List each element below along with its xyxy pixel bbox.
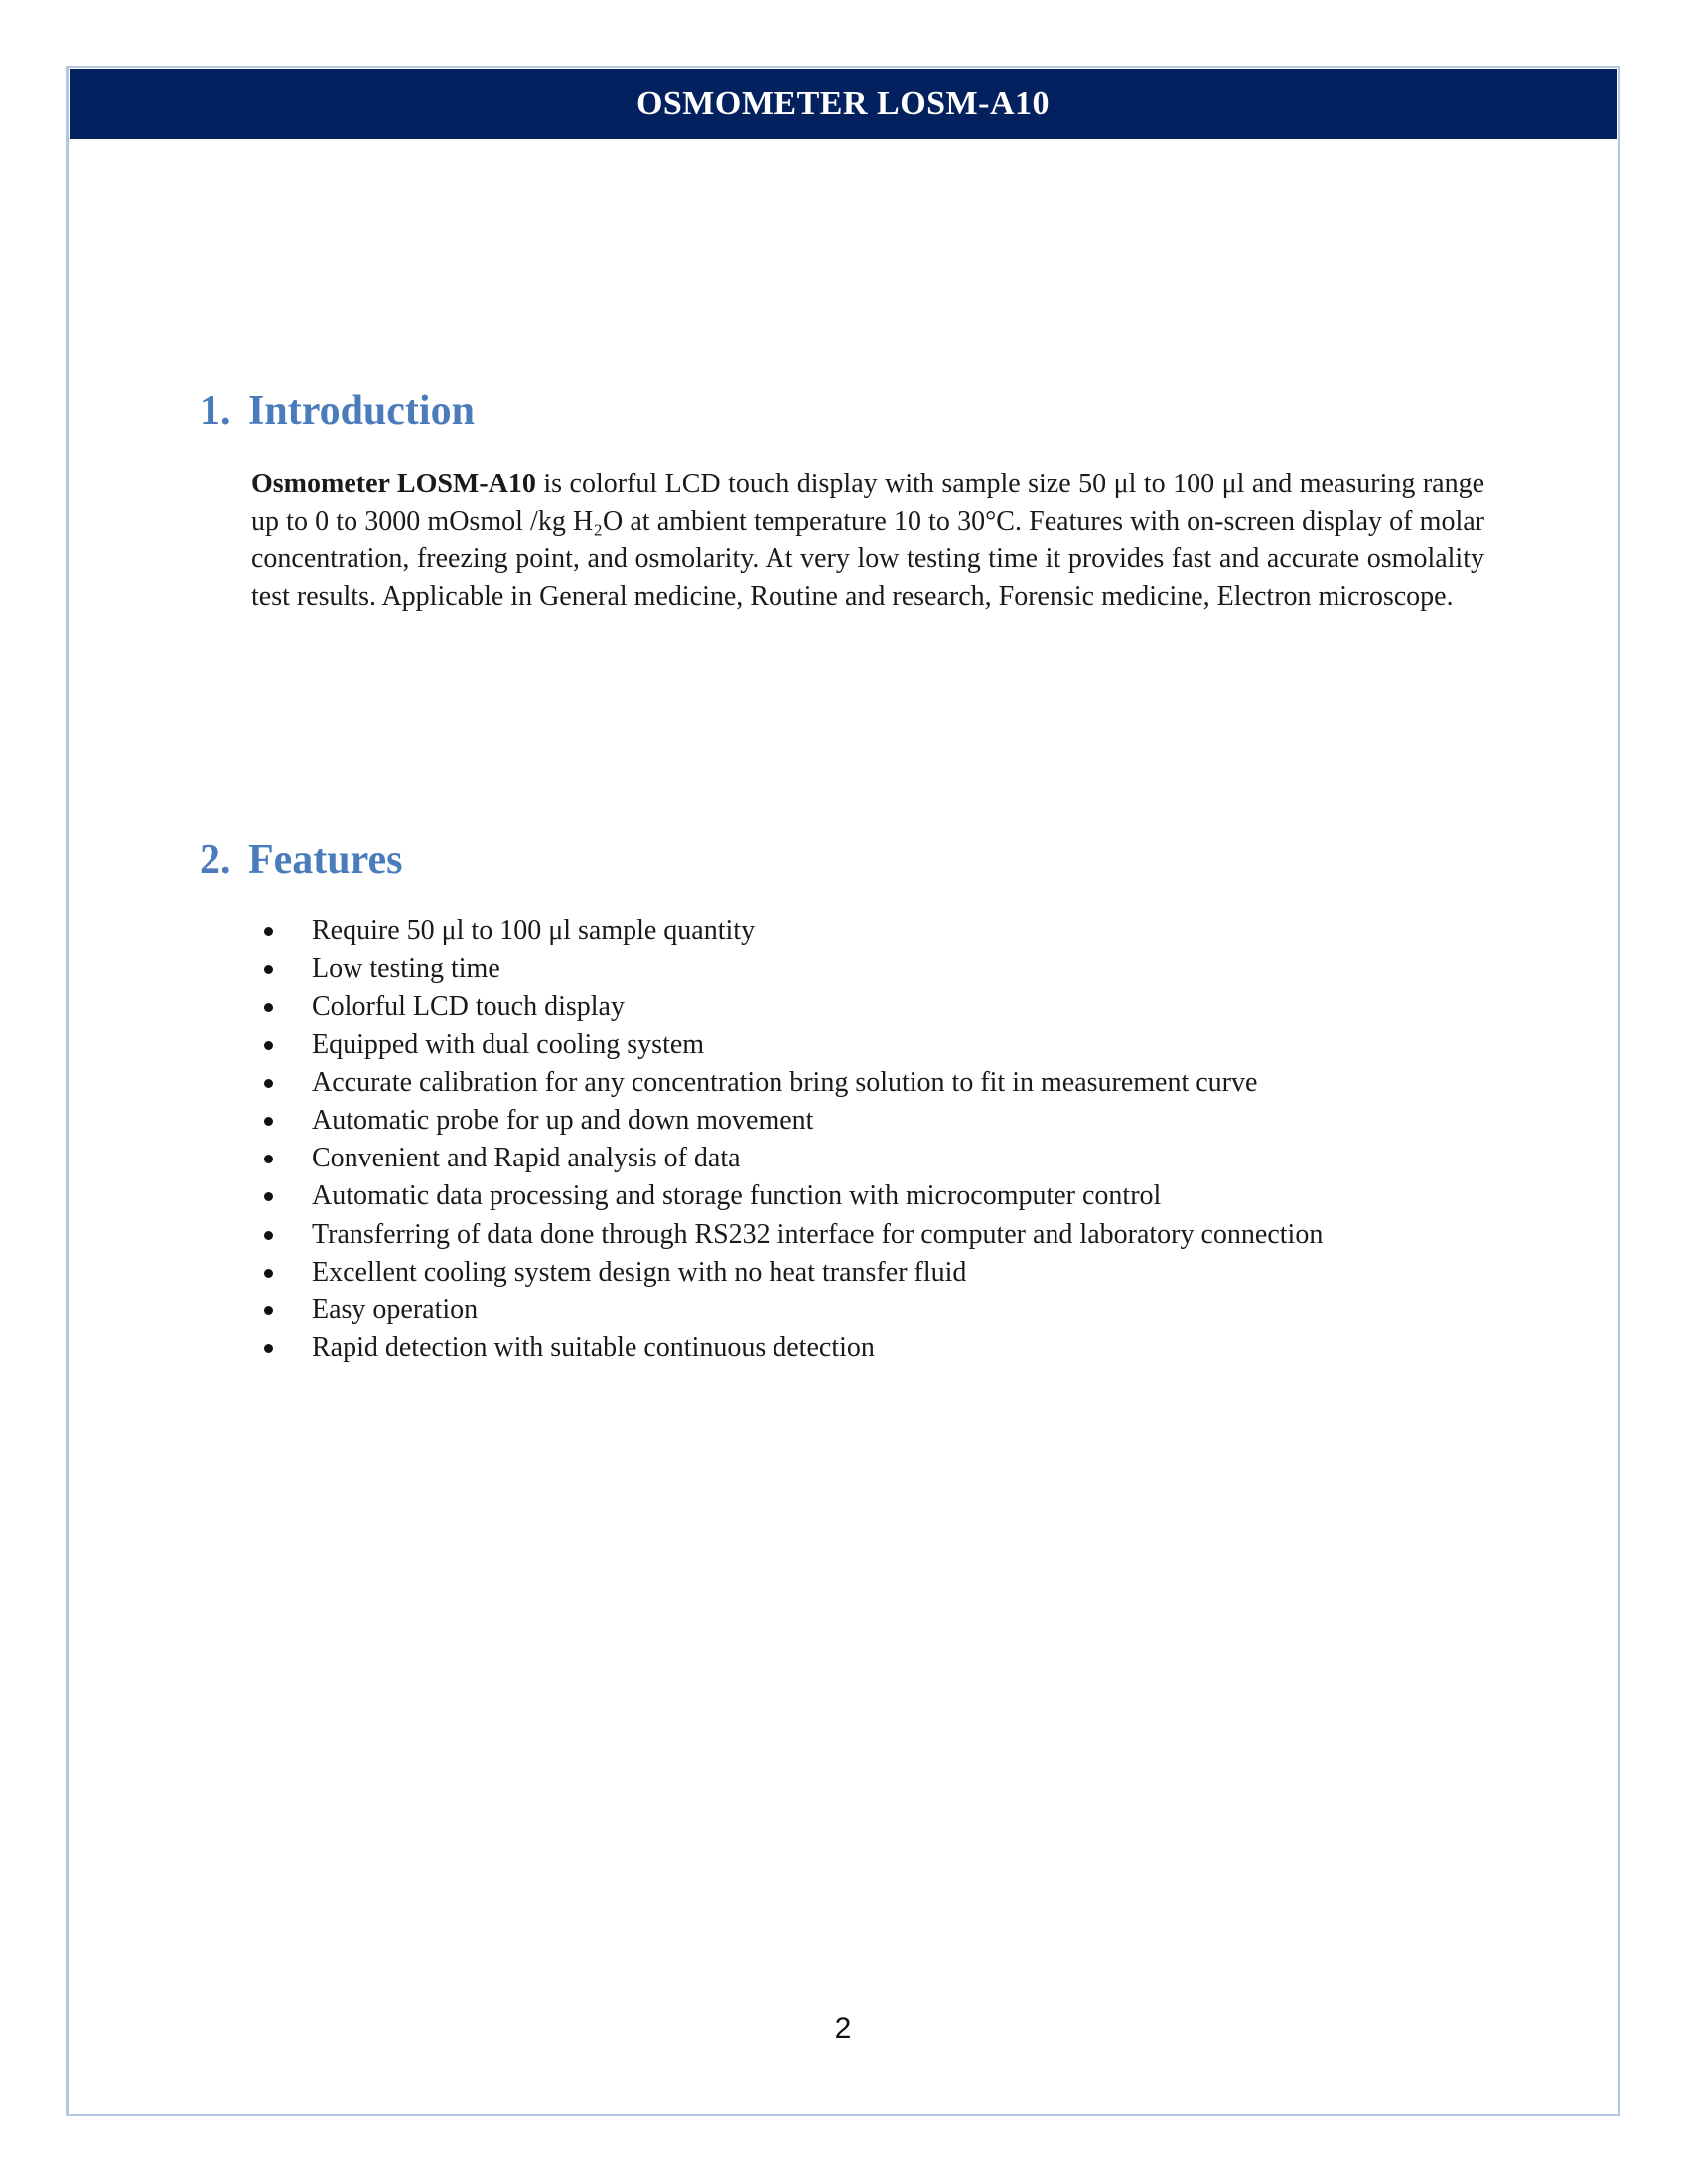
section-title: Introduction xyxy=(248,388,475,434)
feature-item: Require 50 μl to 100 μl sample quantity xyxy=(262,912,1553,950)
section-title: Features xyxy=(248,837,403,883)
page-frame xyxy=(66,66,1620,2116)
feature-item: Equipped with dual cooling system xyxy=(262,1026,1553,1064)
feature-item: Convenient and Rapid analysis of data xyxy=(262,1140,1553,1177)
feature-item: Low testing time xyxy=(262,950,1553,988)
introduction-paragraph xyxy=(251,466,1484,614)
feature-item: Automatic data processing and storage function with microcomputer control xyxy=(262,1177,1553,1215)
introduction-lead-bold: Osmometer LOSM-A10 xyxy=(251,469,536,499)
feature-item: Rapid detection with suitable continuous detection xyxy=(262,1329,1553,1367)
section-heading-features xyxy=(200,835,403,885)
section-heading-introduction xyxy=(200,386,475,436)
feature-item: Colorful LCD touch display xyxy=(262,988,1553,1025)
feature-item: Excellent cooling system design with no heat transfer fluid xyxy=(262,1254,1553,1292)
page-number: 2 xyxy=(834,2012,852,2045)
document-title: OSMOMETER LOSM-A10 xyxy=(635,85,1051,122)
section-number: 1. xyxy=(200,388,231,434)
features-list xyxy=(262,912,1553,1367)
introduction-body-text: is colorful LCD touch display with sample size 50 μl to 100 μl and measuring range up to 0 to 3000 mOsmol /kg H₂O at ambient temperature 10 to 30°C. Features with on-screen display of molar concentration, freezing point, and osmolarity. At very low testing time it provides fast and accurate osmolality test results. Applicable in General medicine, Routine and research, Forensic medicine, Electron microscope. xyxy=(251,469,1485,612)
feature-item: Easy operation xyxy=(262,1292,1553,1329)
feature-item: Accurate calibration for any concentration bring solution to fit in measurement curve xyxy=(262,1064,1553,1102)
feature-item: Transferring of data done through RS232 interface for computer and laboratory connection xyxy=(262,1216,1553,1254)
feature-item: Automatic probe for up and down movement xyxy=(262,1102,1553,1140)
document-title-bar xyxy=(70,69,1617,139)
section-number: 2. xyxy=(200,837,231,883)
